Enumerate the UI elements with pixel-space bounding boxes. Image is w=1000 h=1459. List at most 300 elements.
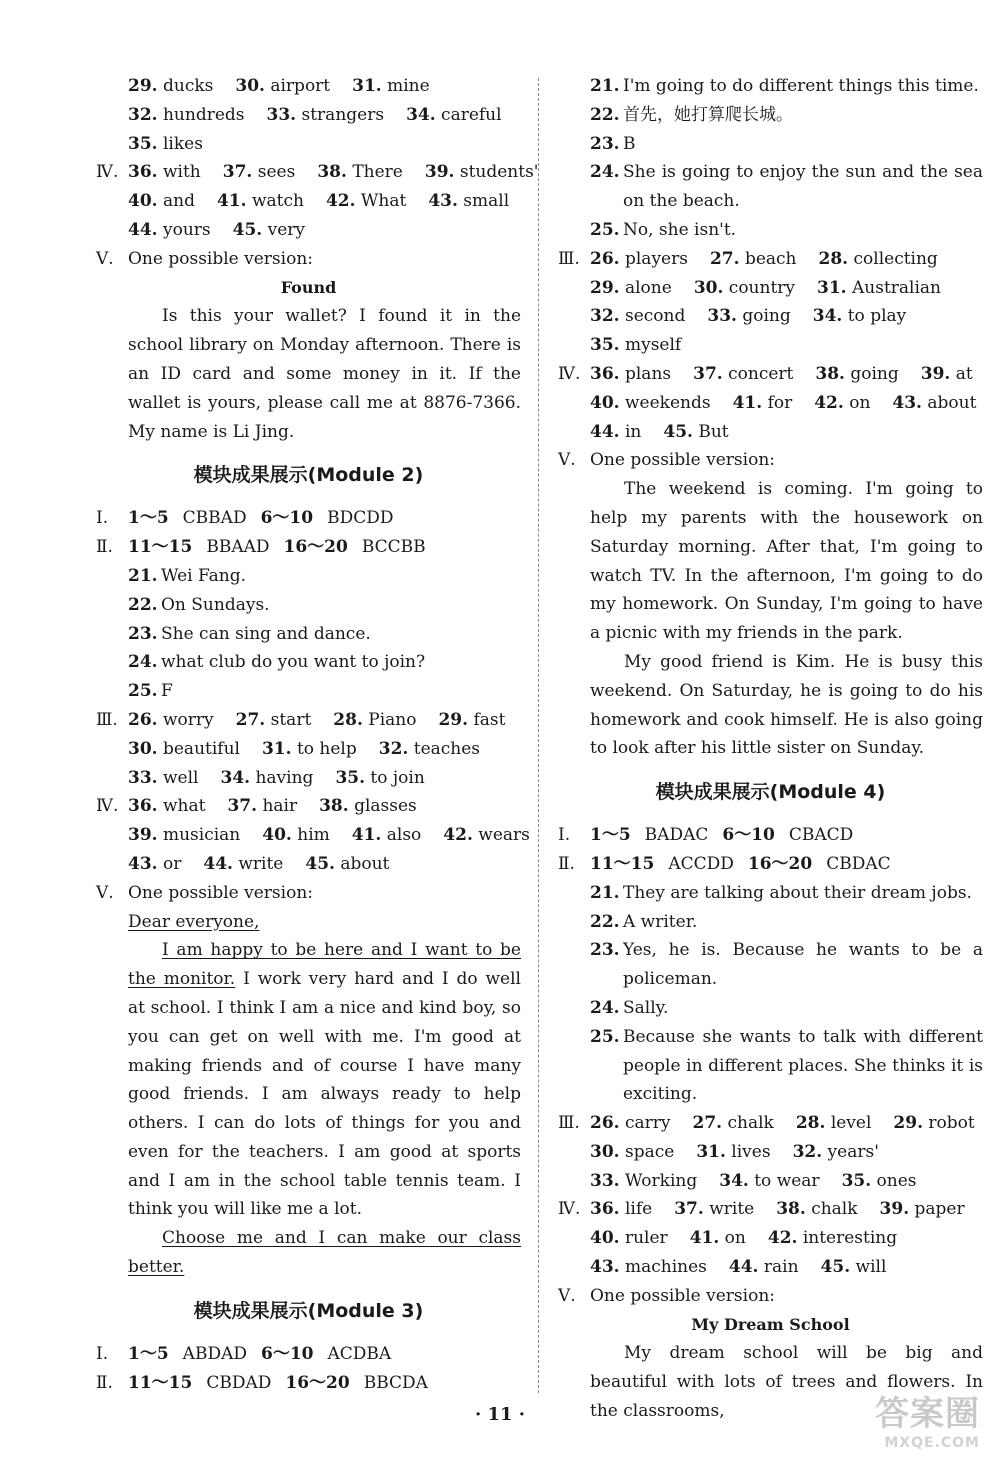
section-numeral: Ⅰ. (558, 825, 571, 846)
item-answer: On Sundays. (161, 594, 270, 615)
item-number: 32. (590, 306, 620, 327)
item-number: 32. (792, 1141, 823, 1162)
choice-answers: ACDBA (327, 1343, 392, 1364)
answer-item (128, 796, 205, 816)
answer-item (305, 854, 389, 874)
answer-item (352, 76, 430, 96)
section-numeral: Ⅲ. (96, 709, 118, 730)
section-numeral: Ⅲ. (558, 1113, 580, 1134)
item-answer: write (709, 1199, 755, 1220)
answer-item (236, 710, 312, 730)
answer-item (694, 278, 795, 298)
answer-row (558, 1253, 983, 1282)
item-answer: alone (624, 277, 672, 298)
answer-item (814, 393, 870, 413)
answer-row (558, 245, 983, 274)
range-label: 16～20 (283, 537, 348, 558)
item-answer: No, she isn't. (623, 219, 737, 240)
letter-underlined: Choose me and I can make our class better. (128, 1228, 521, 1278)
item-number: 31. (817, 277, 847, 298)
item-answer: going (742, 306, 791, 327)
item-number: 24. (128, 652, 158, 673)
qa-answer (96, 677, 521, 706)
item-number: 45. (232, 219, 263, 240)
answer-item (333, 710, 416, 730)
item-number: 28. (818, 248, 849, 269)
answer-item (793, 1142, 879, 1162)
answer-row (558, 274, 983, 303)
choice-answers: CBBAD (182, 508, 247, 529)
item-answer: Because she wants to talk with different people in different places. She thinks it is exciting. (623, 1026, 983, 1105)
answer-item (776, 1199, 857, 1219)
item-number: 29. (893, 1113, 923, 1134)
answer-item (590, 335, 681, 355)
answer-row (128, 130, 521, 159)
answer-row (96, 850, 521, 879)
item-answer: and (162, 191, 195, 212)
qa-answer (96, 591, 521, 620)
item-answer: small (463, 191, 510, 212)
answer-item (203, 854, 283, 874)
item-answer: to help (296, 738, 357, 759)
item-number: 22. (128, 594, 158, 615)
version-intro: One possible version: (590, 1285, 775, 1306)
item-number: 33. (266, 104, 297, 125)
item-number: 27. (692, 1113, 723, 1134)
answer-item (707, 306, 790, 326)
section-numeral: Ⅴ. (96, 882, 114, 903)
answer-item (443, 825, 530, 845)
answer-row (558, 1224, 983, 1253)
item-number: 36. (590, 363, 620, 384)
choice-answers: BDCDD (327, 508, 394, 529)
module-2-answers (96, 504, 530, 1282)
answer-row (558, 1138, 983, 1167)
item-number: 29. (128, 76, 158, 96)
column-divider (538, 78, 539, 1393)
answer-item (729, 1257, 799, 1277)
module-4-heading: 模块成果展示(Module 4) (655, 781, 886, 804)
item-answer: There (352, 162, 403, 183)
item-number: 31. (696, 1141, 726, 1162)
item-number: 39. (920, 363, 951, 384)
item-answer: interesting (802, 1228, 898, 1249)
item-answer: machines (624, 1257, 707, 1278)
answer-item (406, 105, 502, 125)
item-answer: at (955, 363, 973, 384)
answer-item (733, 393, 793, 413)
item-answer: very (267, 219, 306, 240)
answer-item (768, 1228, 897, 1248)
answer-row (96, 158, 539, 187)
item-number: 37. (222, 162, 253, 183)
answer-item (880, 1199, 965, 1219)
answer-item (590, 1228, 668, 1248)
choice-answers: ACCDD (668, 853, 734, 874)
item-number: 42. (325, 191, 356, 212)
item-answer: But (698, 421, 729, 442)
item-number: 42. (814, 392, 844, 413)
section-numeral: Ⅳ. (558, 363, 581, 384)
answer-row (96, 706, 521, 735)
section-numeral: Ⅳ. (558, 1199, 581, 1220)
item-answer: going (850, 363, 899, 384)
item-number: 34. (406, 104, 436, 125)
item-answer: on (724, 1228, 746, 1249)
item-number: 31. (261, 738, 292, 759)
answer-row (96, 735, 521, 764)
item-answer: paper (914, 1199, 965, 1220)
qa-answer (558, 936, 983, 994)
item-answer: worry (162, 709, 214, 730)
item-answer: beautiful (162, 738, 240, 759)
item-answer: Yes, he is. Because he wants to be a policeman. (623, 940, 983, 990)
item-number: 30. (590, 1141, 620, 1162)
item-answer: I'm going to do different things this time. (623, 76, 979, 96)
answer-row (128, 72, 521, 101)
item-number: 38. (319, 796, 349, 817)
module-4-answers (558, 821, 983, 1426)
letter-essay (96, 908, 521, 1282)
answer-item (696, 1142, 770, 1162)
answer-item (220, 768, 313, 788)
item-number: 37. (227, 796, 258, 817)
item-number: 37. (674, 1199, 704, 1220)
answer-item (235, 76, 330, 96)
item-answer: They are talking about their dream jobs. (623, 882, 972, 903)
answer-item (128, 854, 181, 874)
item-answer: on (849, 392, 871, 413)
qa-answer (590, 72, 983, 101)
choice-answer-row (96, 1340, 521, 1369)
item-answer: Wei Fang. (161, 565, 246, 586)
item-answer: musician (162, 825, 241, 846)
item-number: 44. (728, 1257, 759, 1278)
item-answer: lives (731, 1141, 771, 1162)
item-number: 39. (879, 1199, 910, 1220)
choice-answers: BBAAD (206, 537, 270, 558)
answer-item (425, 162, 539, 182)
left-section-4 (96, 158, 539, 244)
item-answer: to join (370, 767, 425, 788)
item-number: 32. (128, 104, 158, 125)
qa-answer (558, 908, 983, 937)
answer-item (128, 105, 245, 125)
item-number: 40. (128, 191, 158, 212)
range-label: 16～20 (285, 1372, 350, 1393)
choice-answers: CBACD (788, 825, 854, 846)
answer-item (128, 825, 240, 845)
answer-item (710, 249, 797, 269)
item-number: 33. (128, 767, 158, 788)
item-number: 35. (128, 133, 158, 154)
answer-row (96, 821, 530, 850)
item-number: 30. (693, 277, 724, 298)
choice-answer-row (96, 533, 521, 562)
item-number: 26. (128, 709, 158, 730)
answer-item (267, 105, 385, 125)
item-answer: about (340, 853, 390, 874)
letter-greeting: Dear everyone, (128, 911, 260, 932)
item-answer: strangers (301, 104, 385, 125)
answer-item (892, 393, 976, 413)
answer-row (558, 1109, 983, 1138)
item-number: 25. (590, 219, 620, 240)
answer-item (590, 1199, 652, 1219)
item-answer: yours (162, 219, 211, 240)
item-answer: for (767, 392, 793, 413)
item-answer: She can sing and dance. (161, 623, 371, 644)
answer-row (558, 360, 983, 389)
answer-item (590, 393, 711, 413)
item-number: 38. (317, 162, 347, 183)
item-number: 40. (590, 1228, 620, 1249)
letter-body: I work very hard and I do well at school. I think I am a nice and kind boy, so you can get on well with me. I'm good at making friends and of course I have many good friends. I am always ready to help others. I can do lots of things for you and even for the teachers. I am good at sports and I am in the school table tennis team. I think you will like me a lot. (128, 969, 521, 1220)
right-section-3 (558, 245, 983, 360)
answer-row (558, 418, 983, 447)
item-answer: weekends (624, 392, 711, 413)
answer-item (796, 1113, 872, 1133)
answer-item (128, 710, 214, 730)
answer-item (128, 220, 211, 240)
item-answer: space (624, 1141, 675, 1162)
answer-item (128, 134, 203, 154)
answer-item (128, 768, 198, 788)
item-answer: teaches (413, 738, 481, 759)
range-label: 11～15 (128, 537, 193, 558)
item-number: 29. (590, 277, 620, 298)
qa-answer (590, 101, 983, 130)
item-number: 45. (305, 853, 335, 874)
item-number: 35. (335, 767, 366, 788)
item-number: 44. (590, 421, 620, 442)
answer-row (96, 187, 521, 216)
item-answer: A writer. (623, 911, 698, 932)
letter-underlined: I am happy to be here and I want to be the monitor. (128, 940, 521, 990)
item-number: 24. (590, 162, 620, 183)
item-number: 29. (438, 709, 469, 730)
answer-item (223, 162, 296, 182)
section-numeral: Ⅳ. (96, 162, 119, 183)
item-answer: ones (876, 1170, 917, 1191)
item-answer: beach (744, 248, 797, 269)
answer-item (590, 249, 688, 269)
item-number: 28. (795, 1113, 826, 1134)
range-label: 1～5 (128, 1343, 169, 1364)
item-answer: plans (624, 363, 672, 384)
answer-item (590, 1142, 674, 1162)
left-column (96, 72, 539, 1397)
choice-answer-row (558, 850, 983, 879)
qa-answer (96, 648, 521, 677)
essay-title-dream-school: My Dream School (691, 1314, 850, 1334)
item-number: 45. (820, 1257, 851, 1278)
item-number: 35. (841, 1170, 872, 1191)
item-number: 36. (128, 162, 158, 183)
answer-item (813, 306, 907, 326)
item-number: 39. (424, 162, 455, 183)
answer-item (379, 739, 480, 759)
right-top-answers (558, 72, 983, 245)
section-numeral: Ⅱ. (96, 1372, 113, 1393)
item-answer: Working (624, 1170, 698, 1191)
answer-item (233, 220, 305, 240)
item-answer: watch (251, 191, 304, 212)
section-numeral: Ⅱ. (558, 853, 575, 874)
item-answer: F (161, 681, 173, 702)
item-answer: will (855, 1257, 887, 1278)
qa-answer (590, 216, 983, 245)
answer-item (663, 422, 728, 442)
answer-item (335, 768, 424, 788)
left-section-5-header: Ⅴ. One possible version: (96, 248, 313, 269)
section-numeral: Ⅲ. (558, 248, 580, 269)
section-numeral: Ⅰ. (96, 508, 109, 529)
answer-row (96, 792, 521, 821)
answer-item (227, 796, 297, 816)
answer-row (558, 331, 983, 360)
choice-answer-row (96, 504, 521, 533)
answer-item (217, 191, 304, 211)
item-answer: hair (262, 796, 298, 817)
answer-item (317, 162, 403, 182)
item-answer: glasses (354, 796, 417, 817)
answer-item (590, 422, 641, 442)
module-2-heading: 模块成果展示(Module 2) (193, 464, 424, 487)
answer-item (262, 825, 330, 845)
item-answer: to wear (754, 1170, 820, 1191)
answer-item (128, 739, 240, 759)
choice-answers: BADAC (644, 825, 709, 846)
item-number: 42. (767, 1228, 798, 1249)
answer-item (690, 1228, 746, 1248)
item-number: 44. (128, 219, 158, 240)
answer-item (590, 364, 671, 384)
item-answer: sees (257, 162, 296, 183)
answer-item (921, 364, 973, 384)
answer-item (128, 76, 213, 96)
range-label: 11～15 (590, 853, 655, 874)
answer-item (893, 1113, 974, 1133)
answer-item (590, 306, 685, 326)
item-number: 30. (235, 76, 265, 96)
item-answer: life (624, 1199, 653, 1220)
item-answer: Piano (368, 709, 417, 730)
section-5-header (96, 879, 521, 908)
range-label: 16～20 (747, 853, 813, 874)
item-number: 41. (216, 191, 247, 212)
section-numeral: Ⅴ. (558, 1285, 576, 1306)
answer-row (558, 1195, 983, 1224)
section-numeral: Ⅰ. (96, 1343, 109, 1364)
choice-answers: BBCDA (363, 1372, 428, 1393)
answer-item (438, 710, 505, 730)
item-answer: start (270, 709, 312, 730)
item-answer: wears (478, 825, 530, 846)
answer-item (693, 1113, 774, 1133)
item-answer: him (297, 825, 330, 846)
right-section-4 (558, 360, 983, 446)
answer-item (590, 1257, 707, 1277)
item-answer: chalk (727, 1113, 774, 1134)
answer-item (128, 191, 195, 211)
item-answer: having (255, 767, 314, 788)
item-answer: careful (441, 104, 502, 125)
item-number: 37. (693, 363, 723, 384)
item-answer: players (624, 248, 688, 269)
item-answer: What (360, 191, 407, 212)
item-answer: She is going to enjoy the sun and the sea on the beach. (623, 162, 983, 212)
item-number: 39. (128, 825, 158, 846)
item-answer: airport (270, 76, 331, 96)
answer-item (590, 1171, 697, 1191)
item-number: 34. (719, 1170, 749, 1191)
item-answer: carry (624, 1113, 671, 1134)
item-answer: hundreds (162, 104, 245, 125)
letter-paragraph (128, 936, 521, 1224)
answer-item (842, 1171, 917, 1191)
qa-answer (590, 158, 983, 216)
answer-row (558, 302, 983, 331)
item-answer: B (623, 133, 636, 154)
item-answer: to play (847, 306, 907, 327)
item-number: 21. (590, 882, 620, 903)
answer-row (558, 389, 983, 418)
choice-answer-row (558, 821, 983, 850)
item-answer: years' (827, 1141, 879, 1162)
item-answer: well (162, 767, 199, 788)
item-number: 43. (892, 392, 922, 413)
item-answer: mine (387, 76, 430, 96)
answer-item (326, 191, 406, 211)
item-number: 32. (378, 738, 409, 759)
answer-row (96, 216, 521, 245)
answer-row (128, 101, 521, 130)
item-number: 41. (351, 825, 382, 846)
item-number: 23. (590, 133, 620, 154)
item-number: 44. (203, 853, 233, 874)
item-number: 24. (590, 997, 620, 1018)
item-answer: Australian (852, 277, 942, 298)
item-answer: collecting (853, 248, 938, 269)
item-answer: ruler (624, 1228, 668, 1249)
item-number: 45. (663, 421, 693, 442)
range-label: 1～5 (590, 825, 631, 846)
item-answer: ducks (162, 76, 214, 96)
letter-closing (128, 1224, 521, 1282)
item-number: 43. (590, 1257, 620, 1278)
choice-answers: BCCBB (361, 537, 426, 558)
item-number: 23. (128, 623, 158, 644)
answer-item (674, 1199, 754, 1219)
answer-item (815, 364, 898, 384)
right-column (558, 72, 983, 1426)
range-label: 1～5 (128, 508, 169, 529)
item-number: 40. (262, 825, 292, 846)
item-number: 23. (590, 940, 620, 961)
essay-title-found: Found (280, 277, 337, 297)
choice-answers: CBDAD (206, 1372, 272, 1393)
qa-answer (558, 994, 983, 1023)
item-answer: fast (473, 709, 506, 730)
answer-item (719, 1171, 819, 1191)
section-numeral: Ⅱ. (96, 537, 113, 558)
page-number: · 11 · (474, 1404, 526, 1425)
qa-answer (96, 562, 521, 591)
answer-item (319, 796, 417, 816)
answer-item (590, 278, 672, 298)
item-number: 43. (428, 191, 458, 212)
